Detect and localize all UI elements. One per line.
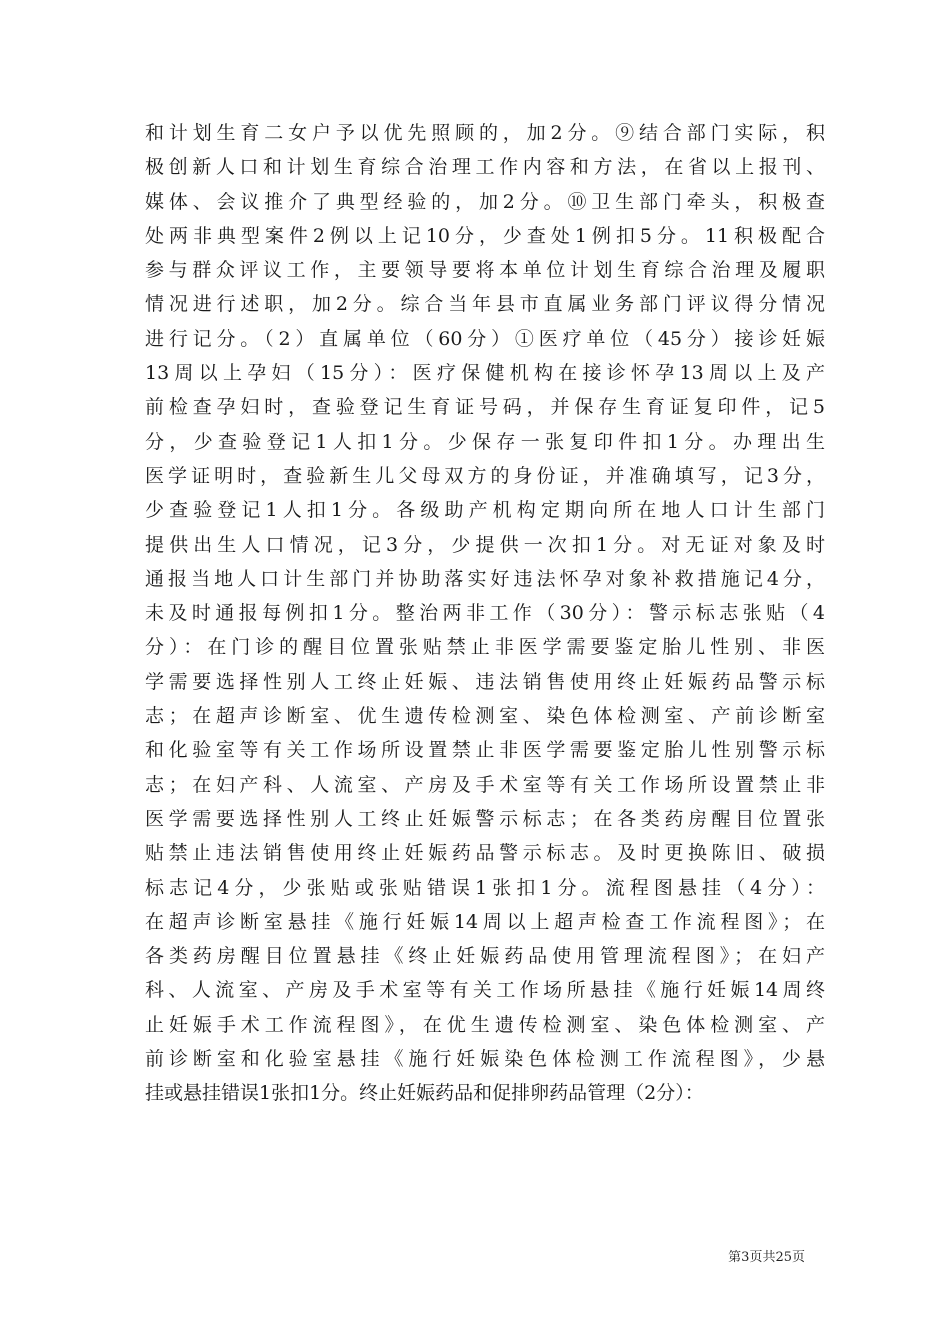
text-line: 科、人流室、产房及手术室等有关工作场所悬挂《施行妊娠14周终 [145, 979, 825, 1002]
text-line: 志；在妇产科、人流室、产房及手术室等有关工作场所设置禁止非 [145, 773, 825, 796]
text-line: 参与群众评议工作，主要领导要将本单位计划生育综合治理及履职 [145, 259, 825, 282]
text-line: 分）：在门诊的醒目位置张贴禁止非医学需要鉴定胎儿性别、非医 [145, 636, 825, 659]
body-text [145, 116, 825, 1111]
text-line: 标志记4分，少张贴或张贴错误1张扣1分。流程图悬挂（4分）： [145, 876, 825, 899]
text-line: 分，少查验登记1人扣1分。少保存一张复印件扣1分。办理出生 [145, 430, 825, 453]
text-line: 通报当地人口计生部门并协助落实好违法怀孕对象补救措施记4分， [145, 567, 825, 590]
text-line: 志；在超声诊断室、优生遗传检测室、染色体检测室、产前诊断室 [145, 705, 825, 728]
text-line: 少查验登记1人扣1分。各级助产机构定期向所在地人口计生部门 [145, 499, 825, 522]
text-line: 学需要选择性别人工终止妊娠、违法销售使用终止妊娠药品警示标 [145, 670, 825, 693]
text-line: 情况进行述职，加2分。综合当年县市直属业务部门评议得分情况 [145, 293, 825, 316]
text-line: 未及时通报每例扣1分。整治两非工作（30分）：警示标志张贴（4 [145, 602, 825, 625]
text-line: 在超声诊断室悬挂《施行妊娠14周以上超声检查工作流程图》；在 [145, 910, 825, 933]
text-line: 进行记分。（2）直属单位（60分）①医疗单位（45分）接诊妊娠 [145, 327, 825, 350]
page-footer: 第3页共25页 [728, 1250, 805, 1265]
text-line: 各类药房醒目位置悬挂《终止妊娠药品使用管理流程图》；在妇产 [145, 945, 825, 968]
text-line: 前检查孕妇时，查验登记生育证号码，并保存生育证复印件，记5 [145, 396, 825, 419]
text-line: 极创新人口和计划生育综合治理工作内容和方法，在省以上报刊、 [145, 156, 825, 179]
text-line: 提供出生人口情况，记3分，少提供一次扣1分。对无证对象及时 [145, 533, 825, 556]
text-line: 和计划生育二女户予以优先照顾的，加2分。⑨结合部门实际，积 [145, 122, 825, 144]
text-line: 13周以上孕妇（15分）：医疗保健机构在接诊怀孕13周以上及产 [145, 362, 825, 385]
text-line: 挂或悬挂错误1张扣1分。终止妊娠药品和促排卵药品管理（2分）： [145, 1082, 704, 1105]
text-line: 医学证明时，查验新生儿父母双方的身份证，并准确填写，记3分， [145, 464, 825, 487]
text-line: 处两非典型案件2例以上记10分，少查处1例扣5分。11积极配合 [145, 224, 825, 247]
text-line: 媒体、会议推介了典型经验的，加2分。⑩卫生部门牵头，积极查 [145, 190, 825, 213]
text-line: 和化验室等有关工作场所设置禁止非医学需要鉴定胎儿性别警示标 [145, 739, 825, 762]
text-line: 医学需要选择性别人工终止妊娠警示标志；在各类药房醒目位置张 [145, 807, 825, 830]
text-line: 止妊娠手术工作流程图》，在优生遗传检测室、染色体检测室、产 [145, 1013, 825, 1036]
text-line: 前诊断室和化验室悬挂《施行妊娠染色体检测工作流程图》，少悬 [145, 1048, 825, 1071]
text-line: 贴禁止违法销售使用终止妊娠药品警示标志。及时更换陈旧、破损 [145, 842, 825, 865]
